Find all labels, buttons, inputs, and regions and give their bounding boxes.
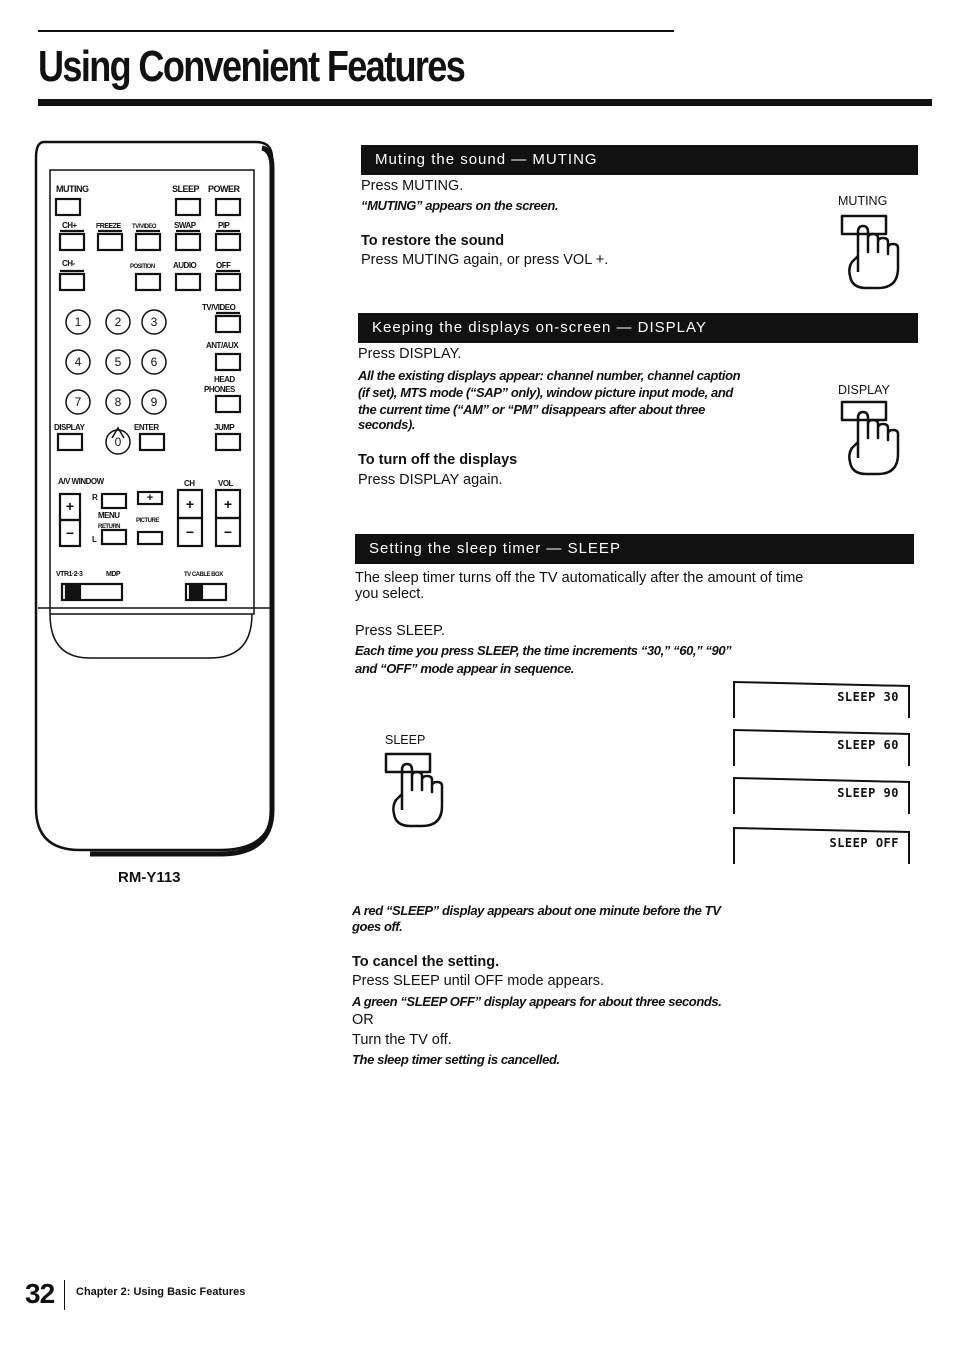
sleep-display-30: SLEEP 30 bbox=[837, 690, 899, 704]
svg-text:OFF: OFF bbox=[216, 261, 231, 270]
sleep-tv-off-text: Turn the TV off. bbox=[352, 1032, 452, 1048]
svg-text:A/V WINDOW: A/V WINDOW bbox=[58, 477, 104, 486]
remote-control-illustration bbox=[30, 138, 278, 858]
svg-text:CH: CH bbox=[184, 479, 195, 488]
svg-text:PICTURE: PICTURE bbox=[136, 518, 159, 524]
svg-text:MDP: MDP bbox=[106, 571, 121, 578]
page-title: Using Convenient Features bbox=[38, 42, 465, 91]
sleep-cancel-title: To cancel the setting. bbox=[352, 954, 500, 970]
display-note-line-4: seconds). bbox=[358, 417, 416, 432]
svg-text:AUDIO: AUDIO bbox=[173, 261, 197, 270]
sleep-or-text: OR bbox=[352, 1012, 374, 1028]
sleep-heading-bar: Setting the sleep timer — SLEEP bbox=[355, 534, 914, 564]
svg-text:HEAD: HEAD bbox=[214, 375, 235, 384]
svg-text:9: 9 bbox=[150, 395, 158, 409]
svg-text:6: 6 bbox=[150, 355, 158, 369]
sleep-intro-line-1: The sleep timer turns off the TV automatically after the amount of time bbox=[355, 570, 804, 586]
muting-key bbox=[56, 199, 80, 215]
svg-text:DISPLAY: DISPLAY bbox=[54, 423, 85, 432]
display-note-line-3: the current time (“AM” or “PM” disappears after about three bbox=[358, 402, 705, 417]
display-off-title: To turn off the displays bbox=[358, 452, 518, 468]
sleep-red-note-line-2: goes off. bbox=[352, 919, 403, 934]
svg-text:3: 3 bbox=[150, 315, 158, 329]
svg-text:RETURN: RETURN bbox=[98, 524, 120, 530]
svg-text:PIP: PIP bbox=[218, 221, 230, 230]
display-off-text: Press DISPLAY again. bbox=[358, 472, 503, 488]
display-press-text: Press DISPLAY. bbox=[358, 346, 462, 362]
svg-text:0: 0 bbox=[114, 435, 122, 449]
svg-text:−: − bbox=[185, 524, 195, 540]
svg-text:7: 7 bbox=[74, 395, 82, 409]
sleep-display-frame bbox=[733, 776, 909, 810]
svg-text:MENU: MENU bbox=[98, 511, 120, 520]
display-button-label: DISPLAY bbox=[838, 383, 890, 397]
display-note-line-1: All the existing displays appear: channel number, channel caption bbox=[358, 368, 741, 383]
top-rule bbox=[38, 30, 674, 32]
svg-text:PHONES: PHONES bbox=[204, 385, 235, 394]
svg-text:TV/VIDEO: TV/VIDEO bbox=[202, 303, 236, 312]
svg-text:ENTER: ENTER bbox=[134, 423, 159, 432]
sleep-press-text: Press SLEEP. bbox=[355, 623, 446, 639]
sleep-note-line-1: Each time you press SLEEP, the time increments “30,” “60,” “90” bbox=[355, 643, 732, 658]
display-heading-bar: Keeping the displays on-screen — DISPLAY bbox=[358, 313, 918, 343]
page-number: 32 bbox=[25, 1278, 55, 1309]
svg-text:+: + bbox=[65, 498, 75, 514]
svg-text:FREEZE: FREEZE bbox=[96, 223, 121, 230]
sleep-tv-off-note: The sleep timer setting is cancelled. bbox=[352, 1052, 560, 1067]
sleep-display-frame bbox=[733, 728, 909, 762]
muting-button-label: MUTING bbox=[838, 194, 888, 208]
sleep-display-frame bbox=[733, 826, 909, 860]
svg-text:L: L bbox=[92, 535, 97, 544]
svg-text:+: + bbox=[223, 496, 233, 512]
sleep-red-note-line-1: A red “SLEEP” display appears about one minute before the TV bbox=[352, 903, 721, 918]
svg-text:R: R bbox=[92, 493, 98, 502]
sleep-note-line-2: and “OFF” mode appear in sequence. bbox=[355, 661, 575, 676]
sleep-button-label: SLEEP bbox=[385, 733, 426, 747]
svg-text:+: + bbox=[185, 496, 195, 512]
display-press-icon bbox=[838, 398, 902, 478]
svg-text:TV CABLE BOX: TV CABLE BOX bbox=[184, 572, 223, 578]
svg-text:CH-: CH- bbox=[62, 259, 75, 268]
svg-text:4: 4 bbox=[74, 355, 82, 369]
sleep-intro-line-2: you select. bbox=[355, 586, 425, 602]
muting-press-text: Press MUTING. bbox=[361, 178, 464, 194]
svg-text:5: 5 bbox=[114, 355, 122, 369]
svg-text:VTR1·2·3: VTR1·2·3 bbox=[56, 571, 83, 578]
sleep-display-sequence bbox=[733, 680, 913, 866]
svg-text:JUMP: JUMP bbox=[214, 423, 235, 432]
svg-text:−: − bbox=[65, 525, 75, 541]
svg-text:1: 1 bbox=[74, 315, 82, 329]
muting-restore-text: Press MUTING again, or press VOL +. bbox=[361, 252, 609, 268]
sleep-cancel-note: A green “SLEEP OFF” display appears for about three seconds. bbox=[352, 994, 722, 1009]
svg-text:POSITION: POSITION bbox=[130, 264, 155, 270]
muting-note: “MUTING” appears on the screen. bbox=[361, 198, 559, 213]
muting-restore-title: To restore the sound bbox=[361, 233, 505, 249]
sleep-display-off: SLEEP OFF bbox=[829, 836, 899, 850]
svg-text:+: + bbox=[146, 492, 154, 504]
svg-text:8: 8 bbox=[114, 395, 122, 409]
muting-heading-bar: Muting the sound — MUTING bbox=[361, 145, 918, 175]
display-note-line-2: (if set), MTS mode (“SAP” only), window picture input mode, and bbox=[358, 385, 733, 400]
footer-divider bbox=[64, 1280, 65, 1310]
remote-model-label: RM-Y113 bbox=[118, 869, 181, 886]
svg-text:ANT/AUX: ANT/AUX bbox=[206, 341, 239, 350]
sleep-display-90: SLEEP 90 bbox=[837, 786, 899, 800]
svg-text:TV/VIDEO: TV/VIDEO bbox=[132, 224, 157, 230]
sleep-display-60: SLEEP 60 bbox=[837, 738, 899, 752]
muting-press-icon bbox=[838, 212, 902, 292]
svg-text:VOL: VOL bbox=[218, 479, 233, 488]
svg-text:POWER: POWER bbox=[208, 184, 240, 194]
sleep-press-icon bbox=[382, 750, 446, 830]
svg-text:2: 2 bbox=[114, 315, 122, 329]
svg-text:SWAP: SWAP bbox=[174, 221, 196, 230]
svg-text:SLEEP: SLEEP bbox=[172, 184, 200, 194]
svg-text:−: − bbox=[223, 524, 233, 540]
sleep-cancel-text: Press SLEEP until OFF mode appears. bbox=[352, 973, 604, 989]
remote-label: MUTING bbox=[56, 184, 89, 194]
chapter-label: Chapter 2: Using Basic Features bbox=[76, 1286, 246, 1298]
svg-text:CH+: CH+ bbox=[62, 221, 77, 230]
sleep-display-frame bbox=[733, 680, 909, 714]
title-rule bbox=[38, 99, 932, 106]
